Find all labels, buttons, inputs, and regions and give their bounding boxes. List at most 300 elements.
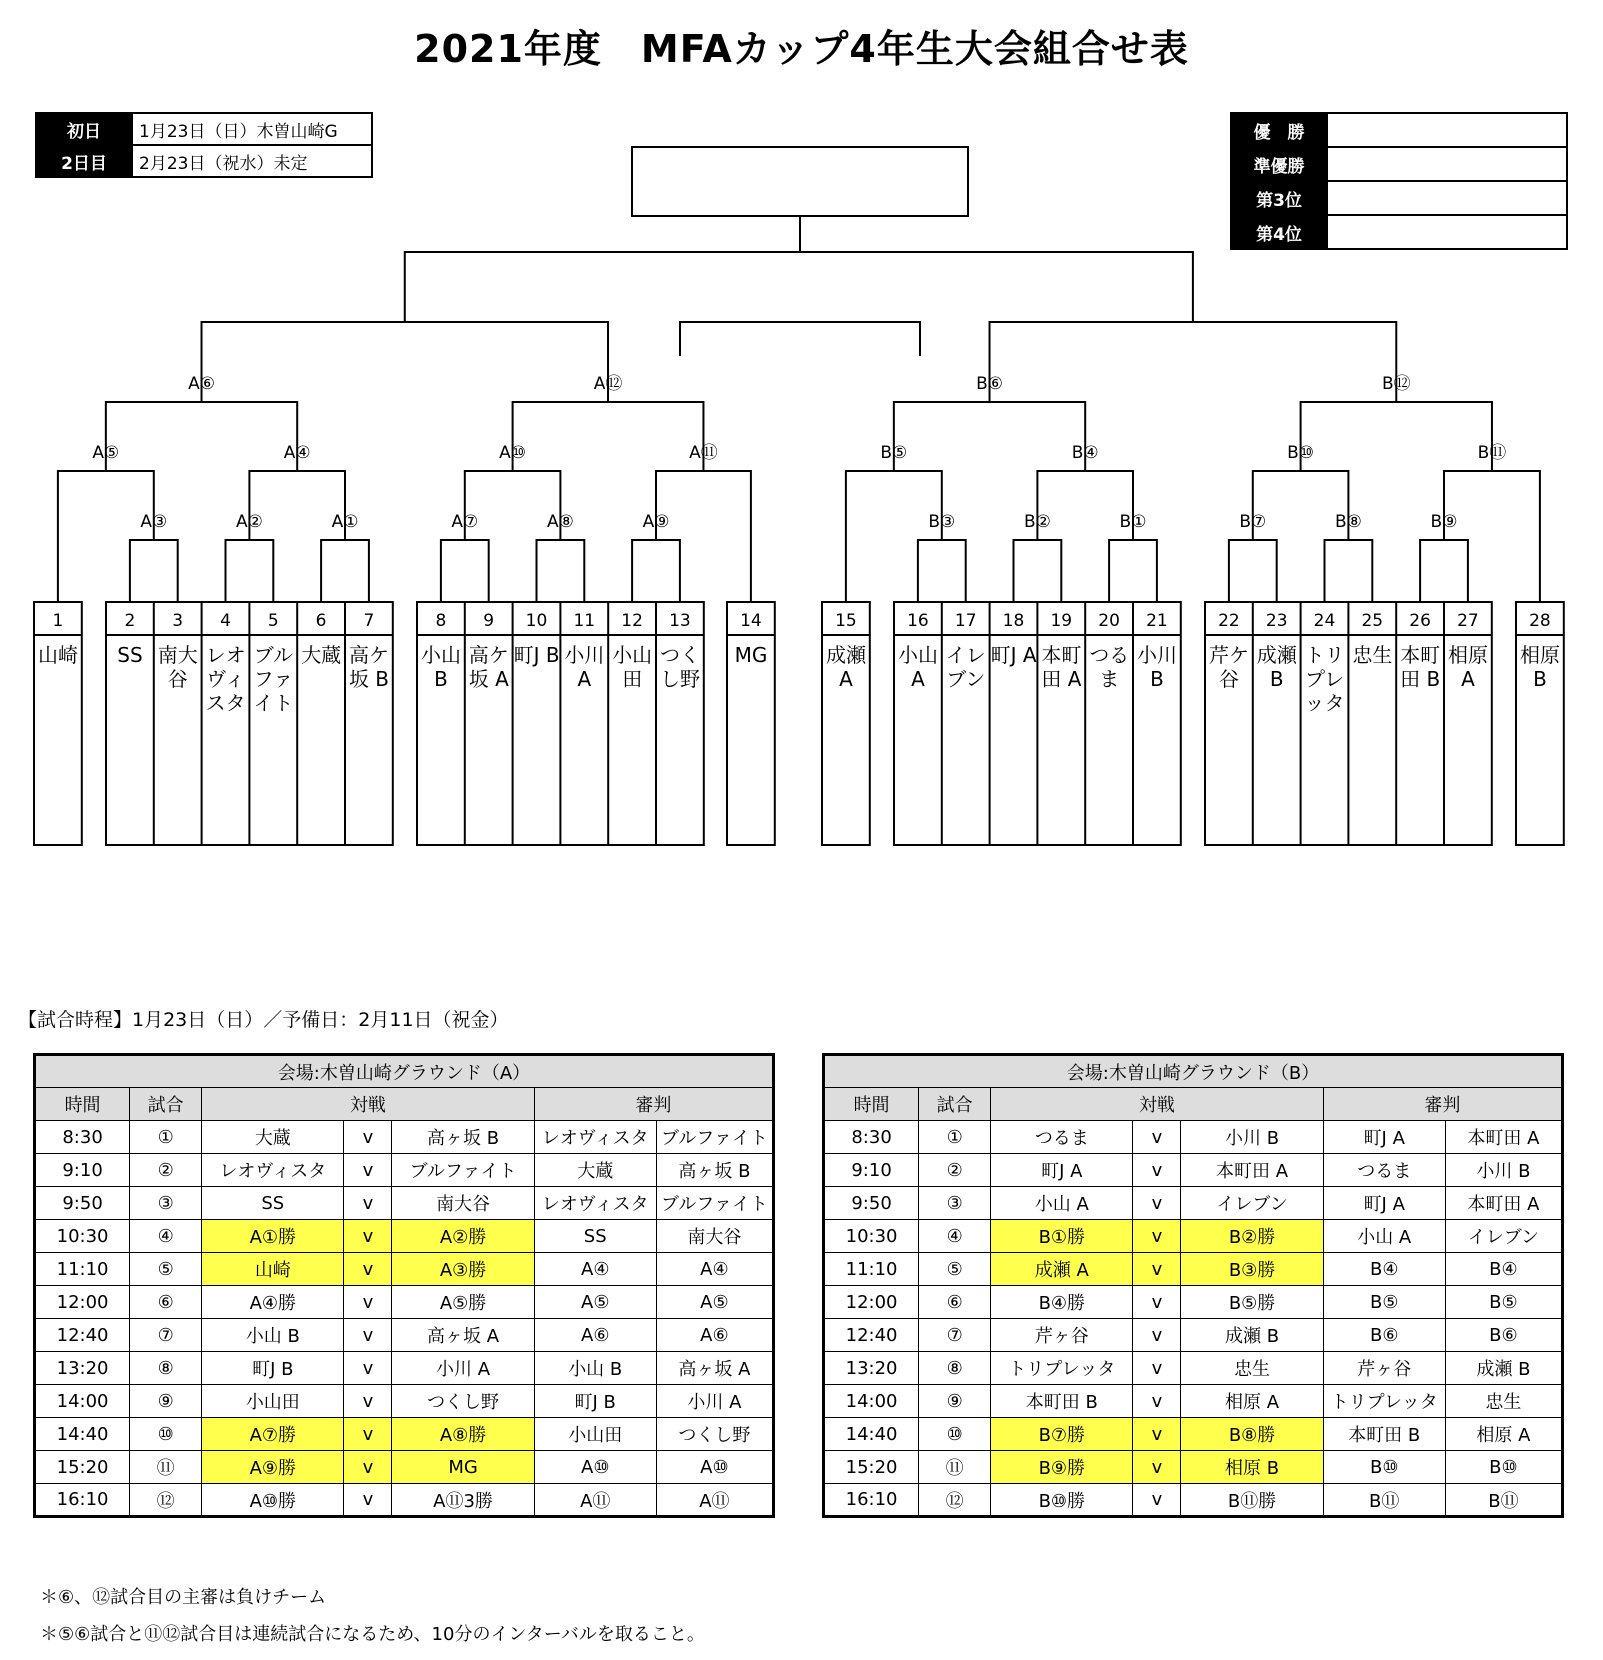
bracket-connector — [405, 252, 1193, 322]
away-team-cell: 高ヶ坂 A — [392, 1319, 534, 1352]
bracket-connector — [58, 471, 154, 602]
referee-2-cell: 本町田 A — [1445, 1121, 1562, 1154]
team-name: レオヴィスタ — [205, 643, 246, 715]
team-name: 忠生 — [1352, 643, 1393, 667]
col-match: 試合 — [919, 1088, 991, 1121]
third-place-connector — [680, 322, 920, 356]
home-team-cell: つるま — [991, 1121, 1133, 1154]
away-team-cell: A⑤勝 — [392, 1286, 534, 1319]
home-team-cell: A⑩勝 — [202, 1484, 344, 1517]
schedule-row — [824, 1319, 1563, 1352]
match-label: A⑦ — [451, 512, 479, 532]
col-match: 試合 — [130, 1088, 202, 1121]
schedule-row — [35, 1154, 774, 1187]
match-cell: ⑪ — [919, 1451, 991, 1484]
home-team-cell: B⑩勝 — [991, 1484, 1133, 1517]
match-cell: ⑦ — [919, 1319, 991, 1352]
time-cell: 14:40 — [35, 1418, 130, 1451]
schedule-row — [824, 1253, 1563, 1286]
team-name: 町J B — [513, 643, 560, 667]
team-name: ブルファイト — [253, 643, 294, 715]
versus-cell: v — [1133, 1286, 1181, 1319]
schedule-row — [35, 1286, 774, 1319]
time-cell: 15:20 — [824, 1451, 919, 1484]
referee-1-cell: A⑥ — [534, 1319, 656, 1352]
team-name: 大蔵 — [301, 643, 342, 667]
referee-1-cell: 小山田 — [534, 1418, 656, 1451]
team-number: 20 — [1098, 611, 1120, 631]
versus-cell: v — [344, 1121, 392, 1154]
home-team-cell: B④勝 — [991, 1286, 1133, 1319]
referee-1-cell: 町J B — [534, 1385, 656, 1418]
venue-row — [35, 1055, 774, 1088]
match-label: A⑧ — [546, 512, 574, 532]
home-team-cell: 山崎 — [202, 1253, 344, 1286]
referee-1-cell: A④ — [534, 1253, 656, 1286]
schedule-row — [824, 1187, 1563, 1220]
referee-1-cell: A⑪ — [534, 1484, 656, 1517]
versus-cell: v — [1133, 1352, 1181, 1385]
away-team-cell: 南大谷 — [392, 1187, 534, 1220]
header-row — [824, 1088, 1563, 1121]
versus-cell: v — [344, 1220, 392, 1253]
versus-cell: v — [344, 1385, 392, 1418]
match-cell: ① — [130, 1121, 202, 1154]
match-label: B⑪ — [1477, 443, 1507, 463]
schedule-row — [35, 1187, 774, 1220]
referee-2-cell: A⑪ — [656, 1484, 773, 1517]
match-label: B⑩ — [1287, 443, 1315, 463]
referee-2-cell: ブルファイト — [656, 1121, 773, 1154]
referee-1-cell: A⑤ — [534, 1286, 656, 1319]
home-team-cell: B①勝 — [991, 1220, 1133, 1253]
versus-cell: v — [1133, 1418, 1181, 1451]
team-name: イレブン — [945, 643, 986, 691]
match-cell: ⑥ — [130, 1286, 202, 1319]
away-team-cell: B③勝 — [1181, 1253, 1323, 1286]
time-cell: 10:30 — [35, 1220, 130, 1253]
time-cell: 12:40 — [35, 1319, 130, 1352]
match-label: A⑪ — [689, 443, 718, 463]
team-group-box — [1516, 602, 1564, 845]
date-value: 2月23日（祝水）未定 — [132, 145, 372, 177]
home-team-cell: B⑨勝 — [991, 1451, 1133, 1484]
away-team-cell: B⑤勝 — [1181, 1286, 1323, 1319]
away-team-cell: A⑪3勝 — [392, 1484, 534, 1517]
away-team-cell: 忠生 — [1181, 1352, 1323, 1385]
match-cell: ① — [919, 1121, 991, 1154]
match-label: A⑥ — [188, 374, 215, 394]
time-cell: 11:10 — [35, 1253, 130, 1286]
away-team-cell: 小川 A — [392, 1352, 534, 1385]
referee-2-cell: 本町田 A — [1445, 1187, 1562, 1220]
bracket-connector — [441, 540, 489, 602]
match-label: B⑫ — [1381, 374, 1411, 394]
home-team-cell: 成瀬 A — [991, 1253, 1133, 1286]
away-team-cell: A③勝 — [392, 1253, 534, 1286]
match-label: B⑨ — [1430, 512, 1458, 532]
champion-box — [632, 147, 968, 216]
bracket-connector — [1109, 540, 1157, 602]
away-team-cell: 小川 B — [1181, 1121, 1323, 1154]
match-cell: ② — [130, 1154, 202, 1187]
date-value: 1月23日（日）木曽山崎G — [132, 113, 372, 145]
bracket-connector — [846, 471, 942, 602]
referee-2-cell: 小川 B — [1445, 1154, 1562, 1187]
home-team-cell: 大蔵 — [202, 1121, 344, 1154]
home-team-cell: 町J A — [991, 1154, 1133, 1187]
referee-2-cell: 忠生 — [1445, 1385, 1562, 1418]
referee-1-cell: B⑩ — [1323, 1451, 1445, 1484]
bracket-connector — [1420, 540, 1468, 602]
time-cell: 14:00 — [824, 1385, 919, 1418]
team-number: 21 — [1146, 611, 1168, 631]
versus-cell: v — [1133, 1385, 1181, 1418]
team-name: 山崎 — [38, 643, 78, 667]
match-label: B⑧ — [1334, 512, 1362, 532]
match-label: B② — [1023, 512, 1051, 532]
match-cell: ⑫ — [130, 1484, 202, 1517]
team-name: 本町田 B — [1400, 643, 1441, 691]
time-cell: 9:50 — [35, 1187, 130, 1220]
bracket-connector — [202, 322, 609, 402]
bracket-connector — [918, 540, 966, 602]
match-cell: ⑤ — [130, 1253, 202, 1286]
team-number: 15 — [835, 611, 857, 631]
referee-2-cell: A⑤ — [656, 1286, 773, 1319]
match-cell: ⑨ — [130, 1385, 202, 1418]
versus-cell: v — [344, 1451, 392, 1484]
time-cell: 13:20 — [35, 1352, 130, 1385]
result-label: 第3位 — [1231, 181, 1327, 215]
referee-1-cell: つるま — [1323, 1154, 1445, 1187]
team-name: 小山 B — [421, 643, 461, 691]
match-label: B③ — [928, 512, 956, 532]
schedule-row — [35, 1418, 774, 1451]
schedule-row — [35, 1385, 774, 1418]
schedule-row — [35, 1352, 774, 1385]
home-team-cell: トリプレッタ — [991, 1352, 1133, 1385]
team-name: 成瀬 A — [826, 643, 866, 691]
versus-cell: v — [344, 1154, 392, 1187]
home-team-cell: SS — [202, 1187, 344, 1220]
versus-cell: v — [1133, 1187, 1181, 1220]
bracket-connector — [1301, 402, 1492, 471]
referee-2-cell: B⑤ — [1445, 1286, 1562, 1319]
team-group-box — [34, 602, 82, 845]
team-name: 相原 B — [1520, 643, 1560, 691]
team-group-box — [822, 602, 870, 845]
referee-1-cell: 小山 A — [1323, 1220, 1445, 1253]
referee-1-cell: レオヴィスタ — [534, 1121, 656, 1154]
team-name: 南大谷 — [157, 643, 198, 691]
versus-cell: v — [1133, 1253, 1181, 1286]
team-number: 22 — [1218, 611, 1240, 631]
col-versus: 対戦 — [991, 1088, 1323, 1121]
schedule-heading: 【試合時程】1月23日（日）／予備日：2月11日（祝金） — [18, 1009, 509, 1031]
time-cell: 12:00 — [35, 1286, 130, 1319]
home-team-cell: 町J B — [202, 1352, 344, 1385]
time-cell: 9:10 — [824, 1154, 919, 1187]
page-title: 2021年度 MFAカップ4年生大会組合せ表 — [414, 27, 1189, 71]
schedule-row — [824, 1418, 1563, 1451]
team-number: 10 — [525, 611, 548, 631]
venue-row — [824, 1055, 1563, 1088]
schedule-row — [824, 1220, 1563, 1253]
versus-cell: v — [1133, 1121, 1181, 1154]
referee-1-cell: 本町田 B — [1323, 1418, 1445, 1451]
home-team-cell: レオヴィスタ — [202, 1154, 344, 1187]
versus-cell: v — [1133, 1451, 1181, 1484]
match-cell: ⑩ — [919, 1418, 991, 1451]
home-team-cell: A①勝 — [202, 1220, 344, 1253]
away-team-cell: A⑧勝 — [392, 1418, 534, 1451]
home-team-cell: 小山 A — [991, 1187, 1133, 1220]
match-label: A⑫ — [593, 374, 623, 394]
venue-name: 会場:木曽山崎グラウンド（B） — [824, 1055, 1563, 1088]
team-name: 高ケ坂 B — [348, 643, 390, 691]
team-name: 本町田 A — [1041, 643, 1082, 691]
time-cell: 14:00 — [35, 1385, 130, 1418]
match-label: B⑤ — [880, 443, 908, 463]
team-number: 17 — [954, 611, 977, 631]
team-name: 町J A — [990, 643, 1037, 667]
team-number: 3 — [172, 611, 184, 631]
team-number: 19 — [1050, 611, 1073, 631]
col-time: 時間 — [824, 1088, 919, 1121]
team-number: 4 — [220, 611, 231, 631]
match-cell: ⑫ — [919, 1484, 991, 1517]
referee-2-cell: A④ — [656, 1253, 773, 1286]
schedule-row — [824, 1484, 1563, 1517]
versus-cell: v — [344, 1286, 392, 1319]
away-team-cell: 高ヶ坂 B — [392, 1121, 534, 1154]
team-name: SS — [117, 643, 143, 667]
team-number: 26 — [1409, 611, 1431, 631]
referee-2-cell: 成瀬 B — [1445, 1352, 1562, 1385]
note-2: ＊⑤⑥試合と⑪⑫試合目は連続試合になるため、10分のインターバルを取ること。 — [40, 1624, 705, 1645]
versus-cell: v — [344, 1319, 392, 1352]
schedule-row — [35, 1121, 774, 1154]
match-label: B① — [1119, 512, 1147, 532]
referee-2-cell: 高ヶ坂 B — [656, 1154, 773, 1187]
referee-2-cell: 相原 A — [1445, 1418, 1562, 1451]
bracket-connector — [106, 402, 297, 471]
match-cell: ⑨ — [919, 1385, 991, 1418]
match-label: A② — [235, 512, 263, 532]
referee-1-cell: 芹ヶ谷 — [1323, 1352, 1445, 1385]
versus-cell: v — [344, 1187, 392, 1220]
team-number: 9 — [483, 611, 495, 631]
schedule-row — [824, 1154, 1563, 1187]
col-referee: 審判 — [1323, 1088, 1562, 1121]
referee-2-cell: イレブン — [1445, 1220, 1562, 1253]
team-number: 1 — [52, 611, 64, 631]
team-name: つるま — [1089, 643, 1130, 691]
schedule-table-a — [33, 1053, 775, 1518]
referee-1-cell: 町J A — [1323, 1121, 1445, 1154]
home-team-cell: A⑨勝 — [202, 1451, 344, 1484]
time-cell: 14:40 — [824, 1418, 919, 1451]
versus-cell: v — [344, 1418, 392, 1451]
team-number: 16 — [907, 611, 929, 631]
home-team-cell: 本町田 B — [991, 1385, 1133, 1418]
referee-1-cell: B⑪ — [1323, 1484, 1445, 1517]
schedule-row — [35, 1484, 774, 1517]
bracket-connector — [632, 540, 680, 602]
referee-1-cell: SS — [534, 1220, 656, 1253]
referee-2-cell: B⑪ — [1445, 1484, 1562, 1517]
team-number: 6 — [315, 611, 327, 631]
home-team-cell: 小山 B — [202, 1319, 344, 1352]
referee-2-cell: B⑥ — [1445, 1319, 1562, 1352]
versus-cell: v — [1133, 1220, 1181, 1253]
team-number: 18 — [1002, 611, 1025, 631]
match-cell: ⑧ — [130, 1352, 202, 1385]
team-number: 28 — [1529, 611, 1551, 631]
time-cell: 8:30 — [824, 1121, 919, 1154]
time-cell: 13:20 — [824, 1352, 919, 1385]
referee-1-cell: 大蔵 — [534, 1154, 656, 1187]
referee-2-cell: A⑩ — [656, 1451, 773, 1484]
referee-2-cell: ブルファイト — [656, 1187, 773, 1220]
away-team-cell: ブルファイト — [392, 1154, 534, 1187]
match-cell: ⑤ — [919, 1253, 991, 1286]
referee-1-cell: B⑤ — [1323, 1286, 1445, 1319]
away-team-cell: 成瀬 B — [1181, 1319, 1323, 1352]
away-team-cell: B⑪勝 — [1181, 1484, 1323, 1517]
home-team-cell: A④勝 — [202, 1286, 344, 1319]
team-name: 相原 A — [1448, 643, 1488, 691]
bracket-connector — [1014, 540, 1062, 602]
versus-cell: v — [1133, 1484, 1181, 1517]
schedule-row — [824, 1451, 1563, 1484]
bracket-connector — [130, 540, 178, 602]
team-name: 高ケ坂 A — [468, 643, 509, 691]
bracket-connector — [1325, 540, 1373, 602]
referee-2-cell: 南大谷 — [656, 1220, 773, 1253]
team-name: 芹ケ谷 — [1209, 643, 1249, 691]
match-cell: ③ — [130, 1187, 202, 1220]
away-team-cell: イレブン — [1181, 1187, 1323, 1220]
match-cell: ⑩ — [130, 1418, 202, 1451]
time-cell: 9:10 — [35, 1154, 130, 1187]
match-cell: ⑪ — [130, 1451, 202, 1484]
result-label: 優 勝 — [1231, 113, 1327, 147]
team-number: 27 — [1457, 611, 1479, 631]
team-name: 成瀬 B — [1256, 643, 1297, 691]
match-cell: ③ — [919, 1187, 991, 1220]
bracket-connector — [894, 402, 1085, 471]
match-label: A⑩ — [499, 443, 527, 463]
away-team-cell: B⑧勝 — [1181, 1418, 1323, 1451]
col-referee: 審判 — [534, 1088, 773, 1121]
versus-cell: v — [344, 1352, 392, 1385]
col-time: 時間 — [35, 1088, 130, 1121]
team-name: MG — [734, 643, 768, 667]
schedule-row — [35, 1451, 774, 1484]
schedule-row — [35, 1319, 774, 1352]
home-team-cell: B⑦勝 — [991, 1418, 1133, 1451]
team-number: 11 — [573, 611, 596, 631]
away-team-cell: つくし野 — [392, 1385, 534, 1418]
away-team-cell: 相原 A — [1181, 1385, 1323, 1418]
result-label: 第4位 — [1231, 215, 1327, 249]
referee-2-cell: B⑩ — [1445, 1451, 1562, 1484]
team-name: 小川 A — [564, 643, 605, 691]
versus-cell: v — [1133, 1319, 1181, 1352]
referee-2-cell: B④ — [1445, 1253, 1562, 1286]
schedule-row — [824, 1286, 1563, 1319]
team-number: 13 — [669, 611, 691, 631]
match-cell: ④ — [130, 1220, 202, 1253]
team-number: 25 — [1361, 611, 1384, 631]
col-versus: 対戦 — [202, 1088, 534, 1121]
referee-1-cell: B④ — [1323, 1253, 1445, 1286]
team-number: 23 — [1265, 611, 1288, 631]
match-cell: ④ — [919, 1220, 991, 1253]
away-team-cell: A②勝 — [392, 1220, 534, 1253]
referee-2-cell: A⑥ — [656, 1319, 773, 1352]
away-team-cell: 本町田 A — [1181, 1154, 1323, 1187]
team-number: 5 — [267, 611, 279, 631]
match-label: A④ — [283, 443, 311, 463]
team-number: 14 — [740, 611, 762, 631]
team-number: 12 — [621, 611, 643, 631]
versus-cell: v — [344, 1484, 392, 1517]
home-team-cell: 芹ヶ谷 — [991, 1319, 1133, 1352]
schedule-row — [35, 1220, 774, 1253]
referee-1-cell: レオヴィスタ — [534, 1187, 656, 1220]
date-label: 初日 — [36, 113, 132, 145]
bracket-connector — [513, 402, 704, 471]
away-team-cell: B②勝 — [1181, 1220, 1323, 1253]
team-number: 24 — [1313, 611, 1336, 631]
time-cell: 12:00 — [824, 1286, 919, 1319]
schedule-row — [824, 1385, 1563, 1418]
home-team-cell: A⑦勝 — [202, 1418, 344, 1451]
match-cell: ⑥ — [919, 1286, 991, 1319]
referee-1-cell: トリプレッタ — [1323, 1385, 1445, 1418]
time-cell: 15:20 — [35, 1451, 130, 1484]
time-cell: 16:10 — [824, 1484, 919, 1517]
team-name: つくし野 — [660, 643, 700, 691]
match-label: B⑥ — [976, 374, 1003, 394]
match-cell: ⑧ — [919, 1352, 991, 1385]
venue-name: 会場:木曽山崎グラウンド（A） — [35, 1055, 774, 1088]
referee-2-cell: 小川 A — [656, 1385, 773, 1418]
bracket-connector — [1229, 540, 1277, 602]
bracket-connector — [656, 471, 751, 602]
time-cell: 16:10 — [35, 1484, 130, 1517]
result-label: 準優勝 — [1231, 147, 1327, 181]
away-team-cell: 相原 B — [1181, 1451, 1323, 1484]
time-cell: 9:50 — [824, 1187, 919, 1220]
bracket-connector — [226, 540, 274, 602]
time-cell: 12:40 — [824, 1319, 919, 1352]
team-name: 小山田 — [612, 643, 653, 691]
note-1: ＊⑥、⑫試合目の主審は負けチーム — [40, 1587, 327, 1608]
match-label: A⑤ — [92, 443, 120, 463]
team-group-box — [727, 602, 775, 845]
match-label: A① — [331, 512, 359, 532]
referee-1-cell: B⑥ — [1323, 1319, 1445, 1352]
date-label: 2日目 — [36, 145, 132, 177]
versus-cell: v — [344, 1253, 392, 1286]
match-label: B⑦ — [1239, 512, 1267, 532]
header-row — [35, 1088, 774, 1121]
away-team-cell: MG — [392, 1451, 534, 1484]
